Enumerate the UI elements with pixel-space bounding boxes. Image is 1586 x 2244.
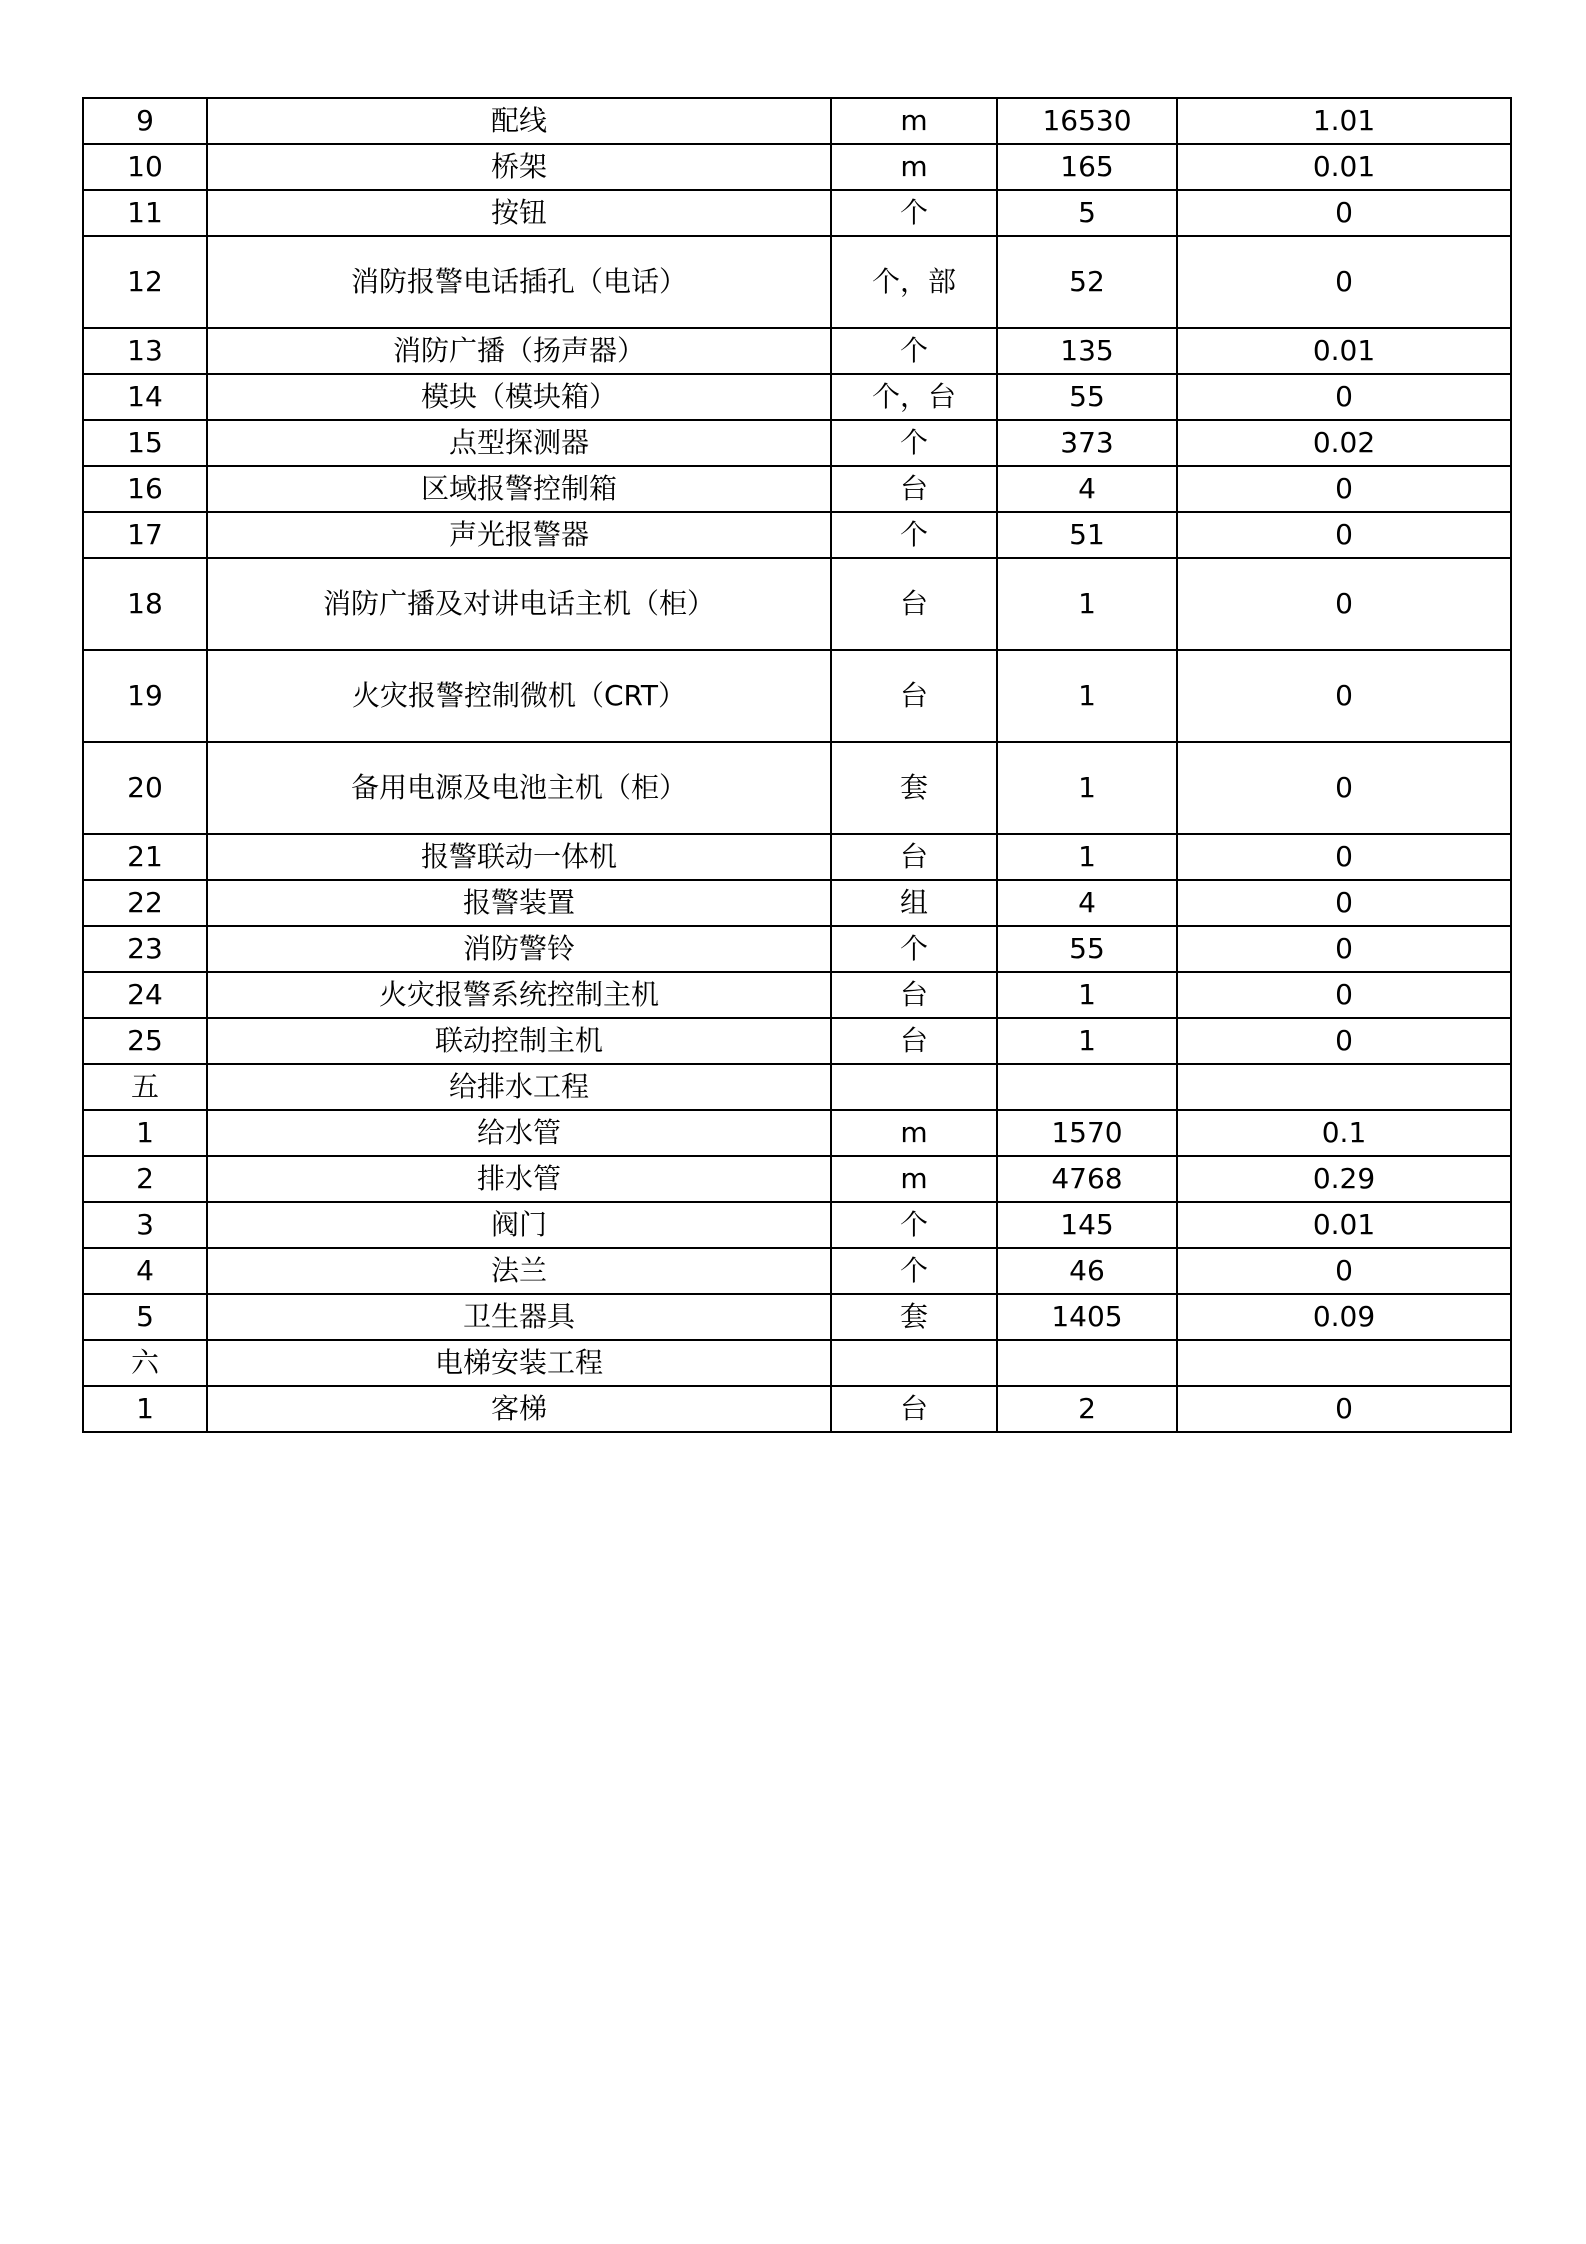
cell-value: [1177, 1340, 1511, 1386]
cell-no: 25: [83, 1018, 207, 1064]
cell-value: 0: [1177, 1386, 1511, 1432]
cell-unit: 个: [831, 190, 997, 236]
cell-quantity: 55: [997, 374, 1177, 420]
cell-no: 10: [83, 144, 207, 190]
cell-value: 0.01: [1177, 1202, 1511, 1248]
cell-unit: m: [831, 1156, 997, 1202]
table-row: [83, 1248, 1511, 1294]
table-row: [83, 558, 1511, 650]
table-row: [83, 742, 1511, 834]
cell-name: 按钮: [207, 190, 831, 236]
cell-unit: 个: [831, 420, 997, 466]
table-row: [83, 1294, 1511, 1340]
cell-quantity: 135: [997, 328, 1177, 374]
cell-unit: m: [831, 1110, 997, 1156]
table-row: [83, 1340, 1511, 1386]
cell-unit: m: [831, 144, 997, 190]
cell-quantity: 1570: [997, 1110, 1177, 1156]
cell-quantity: 16530: [997, 98, 1177, 144]
cell-value: 0.01: [1177, 328, 1511, 374]
cell-unit: 台: [831, 650, 997, 742]
cell-name: 消防报警电话插孔（电话）: [207, 236, 831, 328]
cell-unit: 台: [831, 466, 997, 512]
cell-name: 排水管: [207, 1156, 831, 1202]
cell-quantity: 1: [997, 558, 1177, 650]
cell-name: 配线: [207, 98, 831, 144]
cell-no: 17: [83, 512, 207, 558]
cell-name: 阀门: [207, 1202, 831, 1248]
cell-unit: 个: [831, 512, 997, 558]
cell-no: 24: [83, 972, 207, 1018]
table-row: [83, 1156, 1511, 1202]
cell-name: 声光报警器: [207, 512, 831, 558]
table-row: [83, 650, 1511, 742]
cell-quantity: 1: [997, 742, 1177, 834]
cell-name: 给水管: [207, 1110, 831, 1156]
cell-value: 0: [1177, 926, 1511, 972]
quantity-table: [82, 97, 1512, 1433]
cell-no: 16: [83, 466, 207, 512]
cell-name: 消防广播（扬声器）: [207, 328, 831, 374]
cell-value: 0: [1177, 972, 1511, 1018]
cell-unit: [831, 1064, 997, 1110]
cell-value: 0: [1177, 374, 1511, 420]
table-row: [83, 374, 1511, 420]
cell-no: 11: [83, 190, 207, 236]
cell-value: 0: [1177, 834, 1511, 880]
cell-value: 0.01: [1177, 144, 1511, 190]
cell-unit: 个: [831, 328, 997, 374]
cell-name: 联动控制主机: [207, 1018, 831, 1064]
cell-name: 报警装置: [207, 880, 831, 926]
table-row: [83, 1110, 1511, 1156]
cell-value: 0: [1177, 880, 1511, 926]
cell-name: 区域报警控制箱: [207, 466, 831, 512]
table-row: [83, 926, 1511, 972]
table-body: [83, 98, 1511, 1432]
cell-quantity: 5: [997, 190, 1177, 236]
cell-name: 火灾报警控制微机（CRT）: [207, 650, 831, 742]
cell-no: 五: [83, 1064, 207, 1110]
cell-value: 1.01: [1177, 98, 1511, 144]
cell-unit: 组: [831, 880, 997, 926]
table-row: [83, 972, 1511, 1018]
cell-no: 15: [83, 420, 207, 466]
cell-quantity: 145: [997, 1202, 1177, 1248]
cell-unit: 台: [831, 834, 997, 880]
cell-value: 0: [1177, 190, 1511, 236]
cell-no: 3: [83, 1202, 207, 1248]
cell-quantity: 52: [997, 236, 1177, 328]
cell-quantity: 1: [997, 1018, 1177, 1064]
cell-name: 模块（模块箱）: [207, 374, 831, 420]
cell-no: 12: [83, 236, 207, 328]
cell-unit: 个: [831, 926, 997, 972]
cell-value: 0: [1177, 512, 1511, 558]
cell-unit: 个，部: [831, 236, 997, 328]
cell-no: 21: [83, 834, 207, 880]
cell-name: 电梯安装工程: [207, 1340, 831, 1386]
cell-unit: 台: [831, 1386, 997, 1432]
cell-name: 卫生器具: [207, 1294, 831, 1340]
cell-no: 9: [83, 98, 207, 144]
cell-unit: 套: [831, 742, 997, 834]
cell-unit: m: [831, 98, 997, 144]
cell-value: 0.02: [1177, 420, 1511, 466]
cell-no: 19: [83, 650, 207, 742]
cell-no: 14: [83, 374, 207, 420]
cell-value: 0: [1177, 742, 1511, 834]
cell-quantity: 165: [997, 144, 1177, 190]
cell-quantity: 1405: [997, 1294, 1177, 1340]
cell-value: 0.29: [1177, 1156, 1511, 1202]
cell-unit: 台: [831, 972, 997, 1018]
cell-name: 点型探测器: [207, 420, 831, 466]
cell-quantity: 4: [997, 880, 1177, 926]
table-row: [83, 1202, 1511, 1248]
table-row: [83, 236, 1511, 328]
cell-no: 六: [83, 1340, 207, 1386]
table-row: [83, 144, 1511, 190]
cell-quantity: 46: [997, 1248, 1177, 1294]
table-row: [83, 834, 1511, 880]
cell-value: 0: [1177, 558, 1511, 650]
table-row: [83, 1386, 1511, 1432]
cell-value: 0: [1177, 650, 1511, 742]
cell-name: 备用电源及电池主机（柜）: [207, 742, 831, 834]
cell-name: 火灾报警系统控制主机: [207, 972, 831, 1018]
cell-unit: 台: [831, 558, 997, 650]
cell-quantity: 55: [997, 926, 1177, 972]
cell-name: 法兰: [207, 1248, 831, 1294]
cell-no: 13: [83, 328, 207, 374]
cell-quantity: [997, 1340, 1177, 1386]
cell-quantity: 1: [997, 834, 1177, 880]
cell-quantity: 51: [997, 512, 1177, 558]
table-row: [83, 880, 1511, 926]
cell-no: 1: [83, 1386, 207, 1432]
table-row: [83, 190, 1511, 236]
cell-name: 消防警铃: [207, 926, 831, 972]
cell-unit: 套: [831, 1294, 997, 1340]
cell-name: 报警联动一体机: [207, 834, 831, 880]
cell-name: 给排水工程: [207, 1064, 831, 1110]
cell-no: 1: [83, 1110, 207, 1156]
cell-quantity: 373: [997, 420, 1177, 466]
cell-quantity: [997, 1064, 1177, 1110]
table-row: [83, 512, 1511, 558]
cell-no: 22: [83, 880, 207, 926]
cell-value: 0: [1177, 1018, 1511, 1064]
table-row: [83, 98, 1511, 144]
cell-unit: [831, 1340, 997, 1386]
cell-no: 20: [83, 742, 207, 834]
cell-name: 消防广播及对讲电话主机（柜）: [207, 558, 831, 650]
table-row: [83, 1018, 1511, 1064]
cell-unit: 个: [831, 1248, 997, 1294]
cell-unit: 个，台: [831, 374, 997, 420]
cell-no: 18: [83, 558, 207, 650]
cell-quantity: 1: [997, 650, 1177, 742]
cell-value: [1177, 1064, 1511, 1110]
cell-value: 0: [1177, 1248, 1511, 1294]
cell-unit: 个: [831, 1202, 997, 1248]
cell-no: 4: [83, 1248, 207, 1294]
cell-quantity: 4: [997, 466, 1177, 512]
cell-value: 0.1: [1177, 1110, 1511, 1156]
cell-unit: 台: [831, 1018, 997, 1064]
table-row: [83, 466, 1511, 512]
table-row: [83, 1064, 1511, 1110]
cell-value: 0: [1177, 466, 1511, 512]
cell-no: 5: [83, 1294, 207, 1340]
cell-quantity: 4768: [997, 1156, 1177, 1202]
cell-no: 23: [83, 926, 207, 972]
cell-quantity: 1: [997, 972, 1177, 1018]
cell-value: 0: [1177, 236, 1511, 328]
cell-name: 客梯: [207, 1386, 831, 1432]
cell-quantity: 2: [997, 1386, 1177, 1432]
cell-no: 2: [83, 1156, 207, 1202]
table-row: [83, 420, 1511, 466]
cell-value: 0.09: [1177, 1294, 1511, 1340]
table-row: [83, 328, 1511, 374]
cell-name: 桥架: [207, 144, 831, 190]
